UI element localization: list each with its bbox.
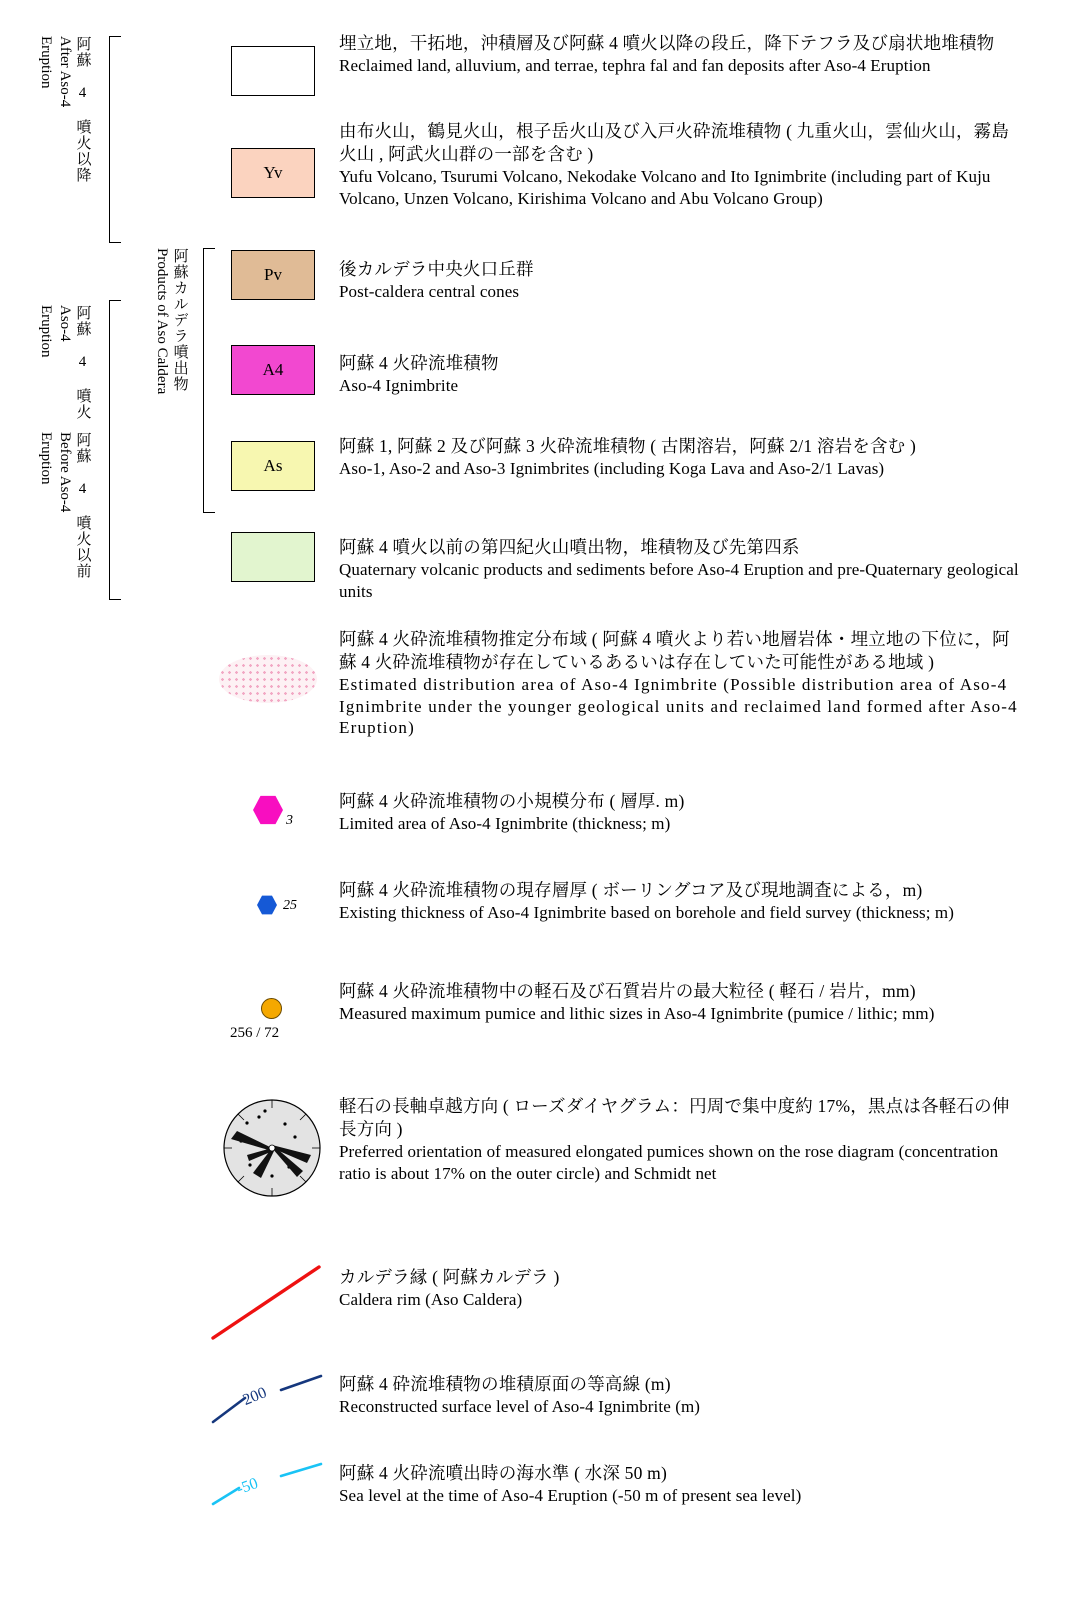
entry-as: [339, 435, 1019, 480]
entry-sea-level-jp: 阿蘇 4 火砕流噴出時の海水準 ( 水深 50 m): [339, 1463, 667, 1483]
max-pumice-lithic-dot-icon: [261, 998, 282, 1019]
entry-postcaldera-en: Post-caldera central cones: [339, 282, 520, 302]
swatch-aso4: [231, 345, 315, 395]
entry-caldera-rim-jp: カルデラ縁 ( 阿蘇カルデラ ): [339, 1267, 560, 1287]
group-label-after-aso4-en1: After Aso-4: [56, 36, 73, 108]
group-label-after-aso4-jp: 阿蘇 4 噴火以降: [74, 36, 91, 183]
entry-prequaternary-jp: 阿蘇 4 噴火以前の第四紀火山噴出物，堆積物及び先第四系: [339, 537, 800, 557]
sea-level-value: -50: [234, 1474, 261, 1499]
contour-value: 200: [240, 1384, 270, 1409]
entry-postcaldera-jp: 後カルデラ中央火口丘群: [339, 259, 534, 279]
max-pumice-lithic-value: 256 / 72: [230, 1025, 280, 1041]
entry-limited-area: [339, 790, 1019, 835]
entry-contour-en: Reconstructed surface level of Aso-4 Ignimbrite (m): [339, 1397, 701, 1417]
group-label-aso4: [36, 305, 90, 425]
group-label-caldera-products-en: Products of Aso Caldera: [153, 248, 170, 395]
entry-limited-area-en: Limited area of Aso-4 Ignimbrite (thickness; m): [339, 814, 671, 834]
entry-estimated-distribution-jp: 阿蘇 4 火砕流堆積物推定分布域 ( 阿蘇 4 噴火より若い地層岩体・埋立地の下位に，阿蘇 4 火砕流堆積物が存在しているあるいは存在していた可能性がある地域 ): [339, 629, 1010, 673]
group-label-aso4-jp: 阿蘇 4 噴火: [74, 305, 91, 420]
entry-contour: [339, 1373, 1019, 1418]
entry-caldera-rim-en: Caldera rim (Aso Caldera): [339, 1290, 523, 1310]
entry-reclaimed: [339, 32, 1019, 77]
group-label-after-aso4: [36, 36, 90, 256]
entry-aso4-jp: 阿蘇 4 火砕流堆積物: [339, 353, 499, 373]
entry-yufu-jp: 由布火山，鶴見火山，根子岳火山及び入戸火砕流堆積物 ( 九重火山，雲仙火山，霧島火山 , 阿武火山群の一部を含む ): [339, 121, 1010, 165]
entry-existing-thickness-jp: 阿蘇 4 火砕流堆積物の現存層厚 ( ボーリングコア及び現地調査による，m): [339, 880, 923, 900]
entry-aso4-en: Aso-4 Ignimbrite: [339, 376, 459, 396]
swatch-as: [231, 441, 315, 491]
swatch-yufu: [231, 148, 315, 198]
entry-estimated-distribution: [339, 628, 1019, 738]
entry-max-pumice-lithic-jp: 阿蘇 4 火砕流堆積物中の軽石及び石質岩片の最大粒径 ( 軽石 / 岩片，mm): [339, 981, 916, 1001]
entry-existing-thickness: [339, 879, 1019, 924]
bracket-caldera-products: [203, 248, 215, 513]
entry-prequaternary-en: Quaternary volcanic products and sediments before Aso-4 Eruption and pre-Quaternary geological units: [339, 560, 1019, 601]
entry-as-en: Aso-1, Aso-2 and Aso-3 Ignimbrites (including Koga Lava and Aso-2/1 Lavas): [339, 459, 885, 479]
group-label-before-aso4-en1: Before Aso-4: [56, 432, 73, 513]
sea-level-line-icon: [205, 1458, 330, 1513]
group-label-aso4-en2: Eruption: [37, 305, 54, 358]
entry-postcaldera: [339, 258, 1019, 303]
group-label-caldera-products-jp: 阿蘇カルデラ噴出物: [171, 248, 188, 392]
bracket-before-aso4: [109, 300, 121, 600]
entry-max-pumice-lithic: [339, 980, 1019, 1025]
swatch-as-label: As: [263, 456, 283, 475]
swatch-prequaternary: [231, 532, 315, 582]
entry-sea-level-en: Sea level at the time of Aso-4 Eruption (-50 m of present sea level): [339, 1486, 802, 1506]
entry-rose-diagram-jp: 軽石の長軸卓越方向 ( ローズダイヤグラム：円周で集中度約 17%，黒点は各軽石の伸長方向 ): [339, 1096, 1010, 1140]
entry-reclaimed-jp: 埋立地，干拓地，沖積層及び阿蘇 4 噴火以降の段丘，降下テフラ及び扇状地堆積物: [339, 33, 995, 53]
swatch-reclaimed: [231, 46, 315, 96]
group-label-before-aso4: [36, 432, 90, 607]
entry-existing-thickness-en: Existing thickness of Aso-4 Ignimbrite based on borehole and field survey (thickness; m): [339, 903, 955, 923]
group-label-before-aso4-en2: Eruption: [37, 432, 54, 485]
existing-thickness-value: 25: [283, 898, 297, 913]
entry-rose-diagram: [339, 1095, 1019, 1184]
existing-thickness-hex-icon: [257, 895, 277, 915]
swatch-aso4-label: A4: [262, 360, 284, 379]
limited-area-value: 3: [286, 813, 293, 828]
entry-yufu: [339, 120, 1019, 209]
entry-estimated-distribution-en: Estimated distribution area of Aso-4 Ignimbrite (Possible distribution area of Aso-4 Ignimbrite under the younger geological units and reclaimed land formed after Aso-4 Eruption): [339, 675, 1018, 737]
entry-contour-jp: 阿蘇 4 砕流堆積物の堆積原面の等高線 (m): [339, 1374, 671, 1394]
swatch-postcaldera-label: Pv: [264, 265, 282, 284]
group-label-aso4-en1: Aso-4: [56, 305, 73, 342]
bracket-after-aso4: [109, 36, 121, 243]
limited-area-hex-icon: [253, 795, 283, 825]
group-label-before-aso4-jp: 阿蘇 4 噴火以前: [74, 432, 91, 579]
entry-max-pumice-lithic-en: Measured maximum pumice and lithic sizes in Aso-4 Ignimbrite (pumice / lithic; mm): [339, 1004, 935, 1024]
group-label-caldera-products: [152, 248, 187, 518]
entry-prequaternary: [339, 536, 1019, 602]
rose-diagram-icon: [217, 1093, 327, 1203]
estimated-distribution-pattern: [219, 655, 317, 703]
entry-yufu-en: Yufu Volcano, Tsurumi Volcano, Nekodake Volcano and Ito Ignimbrite (including part of Kuju Volcano, Unzen Volcano, Kirishima Volcano and Abu Volcano Group): [339, 167, 991, 208]
group-label-after-aso4-en2: Eruption: [37, 36, 54, 89]
entry-caldera-rim: [339, 1266, 1019, 1311]
swatch-postcaldera: [231, 250, 315, 300]
entry-aso4: [339, 352, 1019, 397]
entry-reclaimed-en: Reclaimed land, alluvium, and terrae, tephra fal and fan deposits after Aso-4 Eruption: [339, 56, 931, 76]
entry-as-jp: 阿蘇 1, 阿蘇 2 及び阿蘇 3 火砕流堆積物 ( 古閑溶岩，阿蘇 2/1 溶岩を含む ): [339, 436, 916, 456]
swatch-yufu-label: Yv: [263, 163, 283, 182]
entry-limited-area-jp: 阿蘇 4 火砕流堆積物の小規模分布 ( 層厚. m): [339, 791, 685, 811]
caldera-rim-line-icon: [205, 1260, 330, 1345]
entry-sea-level: [339, 1462, 1019, 1507]
entry-rose-diagram-en: Preferred orientation of measured elongated pumices shown on the rose diagram (concentration ratio is about 17% on the outer circle) and Schmidt net: [339, 1142, 999, 1183]
